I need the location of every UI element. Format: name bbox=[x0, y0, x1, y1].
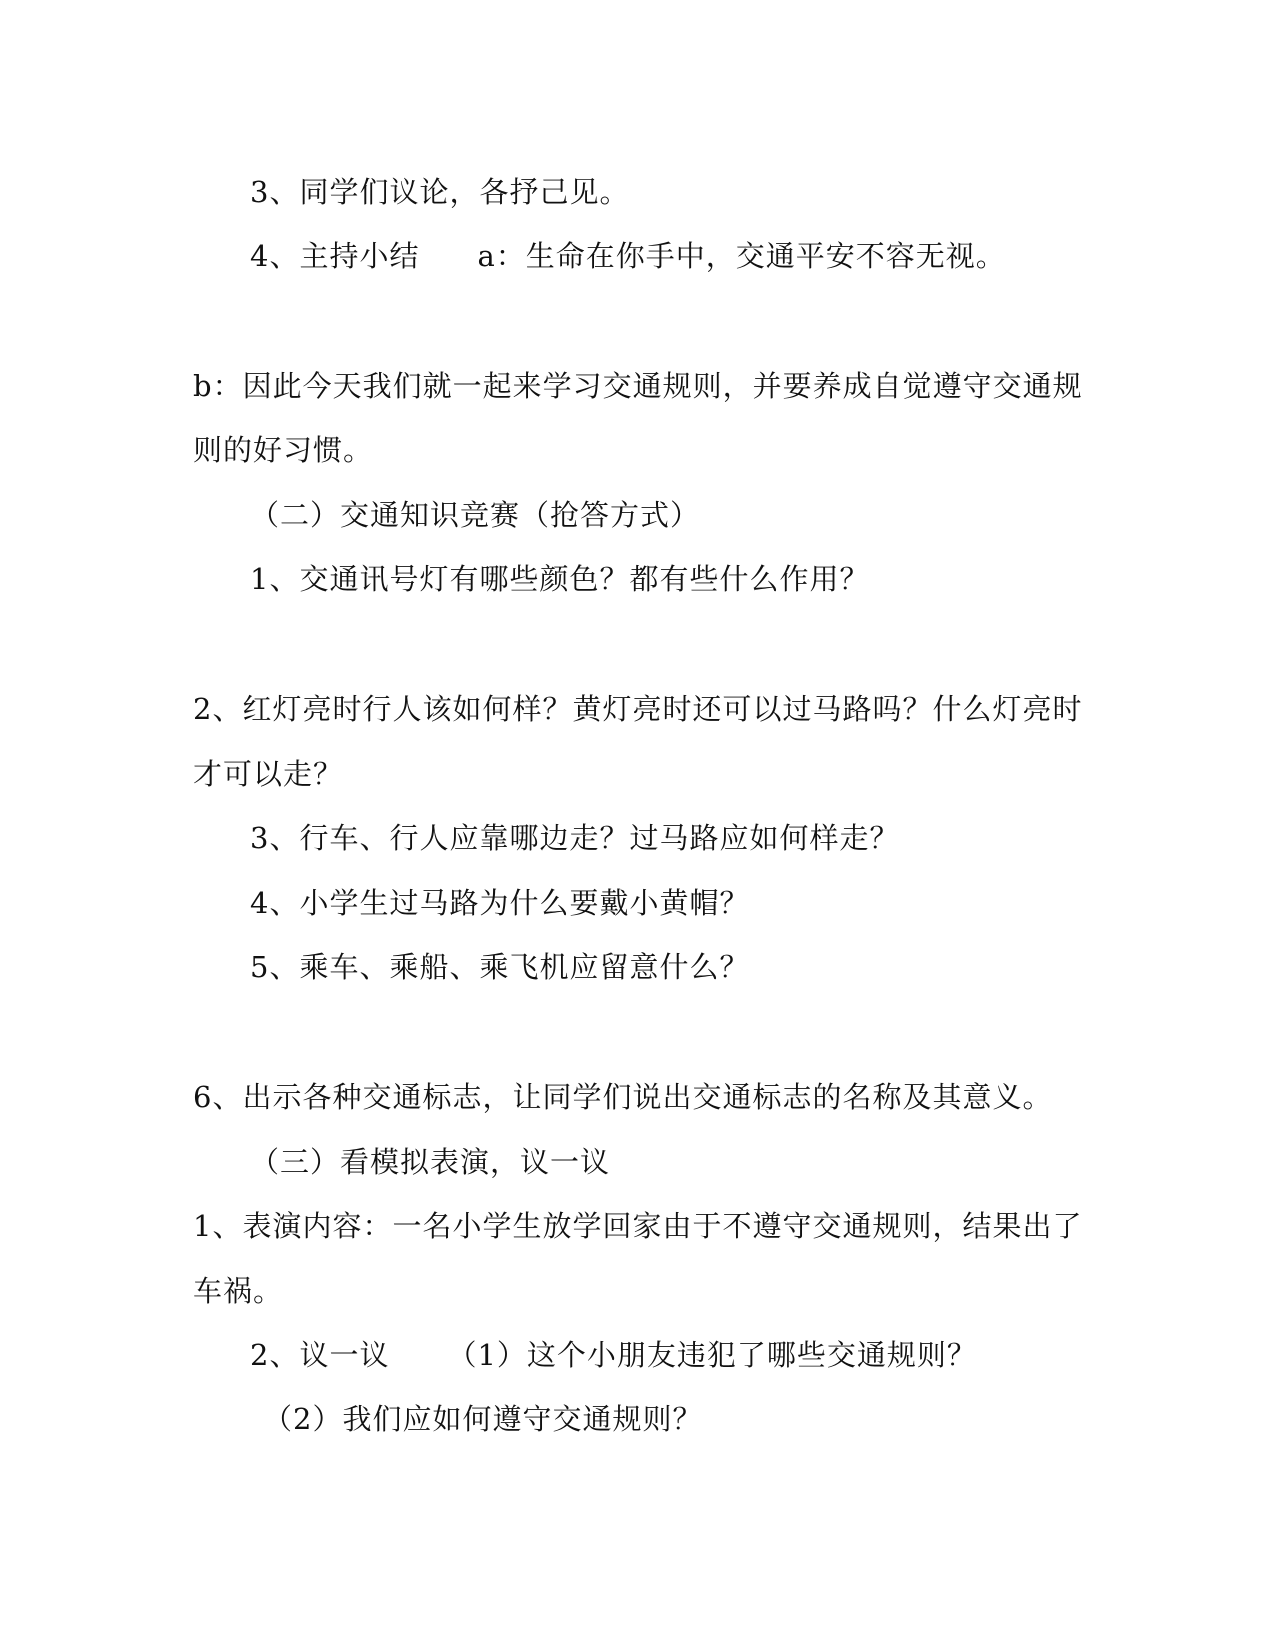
section-heading: （二）交通知识竞赛（抢答方式） bbox=[250, 498, 701, 532]
text-line: 1、交通讯号灯有哪些颜色？都有些什么作用？ bbox=[250, 562, 870, 596]
text-segment: （1）这个小朋友违犯了哪些交通规则？ bbox=[447, 1338, 977, 1372]
text-line bbox=[250, 238, 1006, 274]
text-line: 才可以走？ bbox=[193, 757, 344, 791]
text-line bbox=[250, 1337, 977, 1373]
text-line: （2）我们应如何遵守交通规则？ bbox=[263, 1402, 703, 1436]
section-heading: （三）看模拟表演，议一议 bbox=[250, 1145, 611, 1179]
text-line: 3、行车、行人应靠哪边走？过马路应如何样走？ bbox=[250, 821, 900, 855]
text-segment: 2、议一议 bbox=[250, 1338, 390, 1372]
text-line: 则的好习惯。 bbox=[193, 433, 374, 467]
text-line: 车祸。 bbox=[193, 1274, 284, 1308]
text-line: 5、乘车、乘船、乘飞机应留意什么？ bbox=[250, 950, 750, 984]
text-line: 3、同学们议论，各抒己见。 bbox=[250, 175, 630, 209]
text-line: b：因此今天我们就一起来学习交通规则，并要养成自觉遵守交通规 bbox=[193, 369, 1083, 403]
text-line: 6、出示各种交通标志，让同学们说出交通标志的名称及其意义。 bbox=[193, 1080, 1053, 1114]
text-segment: 4、主持小结 bbox=[250, 239, 420, 273]
text-line: 1、表演内容：一名小学生放学回家由于不遵守交通规则，结果出了 bbox=[193, 1209, 1083, 1243]
text-line: 2、红灯亮时行人该如何样？黄灯亮时还可以过马路吗？什么灯亮时 bbox=[193, 692, 1083, 726]
text-segment: a：生命在你手中，交通平安不容无视。 bbox=[477, 239, 1006, 273]
text-line: 4、小学生过马路为什么要戴小黄帽？ bbox=[250, 886, 750, 920]
